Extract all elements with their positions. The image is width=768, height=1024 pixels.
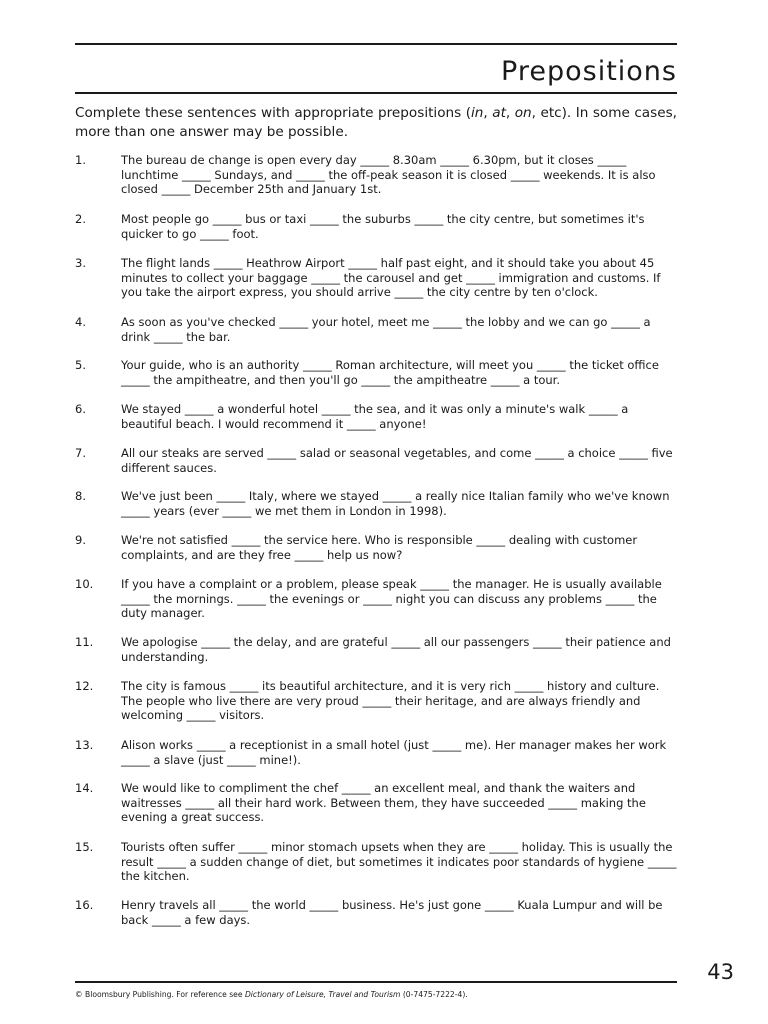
question-number: 14. (75, 781, 94, 795)
question-number: 10. (75, 577, 94, 591)
question-number: 5. (75, 358, 86, 372)
page-number: 43 (707, 960, 734, 984)
instructions (75, 104, 677, 142)
question-text: We're not satisfied _____ the service here. Who is responsible _____ dealing with customer complaints, and are they free _____ help us now? (121, 533, 638, 562)
top-rule (75, 43, 677, 45)
copyright-footer (75, 990, 468, 1000)
question-number: 9. (75, 533, 86, 547)
question-text: As soon as you've checked _____ your hotel, meet me _____ the lobby and we can go _____ a drink _____ the bar. (121, 315, 651, 344)
footer-prefix: © Bloomsbury Publishing. For reference see (75, 990, 245, 999)
example-on: on (514, 105, 532, 121)
question-text: We apologise _____ the delay, and are grateful _____ all our passengers _____ their patience and understanding. (121, 635, 671, 664)
question-text: The bureau de change is open every day _____ 8.30am _____ 6.30pm, but it closes _____ lunchtime _____ Sundays, and _____ the off-peak season it is closed _____ weekends. It is also closed _____ December 25th and January 1st. (121, 153, 656, 197)
footer-rule (75, 981, 677, 983)
question-text: Most people go _____ bus or taxi _____ the suburbs _____ the city centre, but sometimes it's quicker to go _____ foot. (121, 212, 645, 241)
question-number: 7. (75, 446, 86, 460)
question-number: 3. (75, 256, 86, 270)
question-number: 1. (75, 153, 86, 167)
footer-book-title: Dictionary of Leisure, Travel and Tourism (244, 990, 401, 999)
question-text: Your guide, who is an authority _____ Roman architecture, will meet you _____ the ticket office _____ the ampitheatre, and then you'll go _____ the ampitheatre _____ a tour. (121, 358, 659, 387)
question-number: 4. (75, 315, 86, 329)
example-in: in (471, 105, 484, 121)
footer-suffix: (0-7475-7222-4). (400, 990, 468, 999)
page-title: Prepositions (501, 56, 677, 87)
instructions-sep-2: , (505, 105, 515, 121)
question-text: The flight lands _____ Heathrow Airport _____ half past eight, and it should take you about 45 minutes to collect your baggage _____ the carousel and get _____ immigration and customs. If you take the airport express, you should arrive _____ the city centre by ten o'clock. (121, 256, 661, 300)
question-text: Tourists often suffer _____ minor stomach upsets when they are _____ holiday. This is usually the result _____ a sudden change of diet, but sometimes it indicates poor standards of hygiene _____ the kitchen. (121, 840, 677, 884)
question-number: 16. (75, 898, 94, 912)
question-number: 11. (75, 635, 94, 649)
question-number: 8. (75, 489, 86, 503)
instructions-text-2: , etc). In some cases, more than one answer may be possible. (75, 105, 677, 140)
question-text: All our steaks are served _____ salad or seasonal vegetables, and come _____ a choice _____ five different sauces. (121, 446, 673, 475)
question-text: We've just been _____ Italy, where we stayed _____ a really nice Italian family who we've known _____ years (ever _____ we met them in London in 1998). (121, 489, 670, 518)
question-number: 12. (75, 679, 94, 693)
question-number: 15. (75, 840, 94, 854)
example-at: at (492, 105, 506, 121)
title-rule (75, 92, 677, 94)
question-text: We would like to compliment the chef _____ an excellent meal, and thank the waiters and waitresses _____ all their hard work. Between them, they have succeeded _____ making the evening a great success. (121, 781, 646, 825)
question-number: 2. (75, 212, 86, 226)
question-text: Henry travels all _____ the world _____ business. He's just gone _____ Kuala Lumpur and will be back _____ a few days. (121, 898, 663, 927)
question-text: The city is famous _____ its beautiful architecture, and it is very rich _____ history and culture. The people who live there are very proud _____ their heritage, and are always friendly and welcoming _____ visitors. (121, 679, 660, 723)
question-text: We stayed _____ a wonderful hotel _____ the sea, and it was only a minute's walk _____ a beautiful beach. I would recommend it _____ anyone! (121, 402, 629, 431)
instructions-sep-1: , (483, 105, 493, 121)
instructions-text-1: Complete these sentences with appropriate prepositions ( (75, 105, 472, 121)
question-text: If you have a complaint or a problem, please speak _____ the manager. He is usually available _____ the mornings. _____ the evenings or _____ night you can discuss any problems _____ the duty manager. (121, 577, 662, 621)
question-text: Alison works _____ a receptionist in a small hotel (just _____ me). Her manager makes her work _____ a slave (just _____ mine!). (121, 738, 667, 767)
question-number: 13. (75, 738, 94, 752)
question-number: 6. (75, 402, 86, 416)
